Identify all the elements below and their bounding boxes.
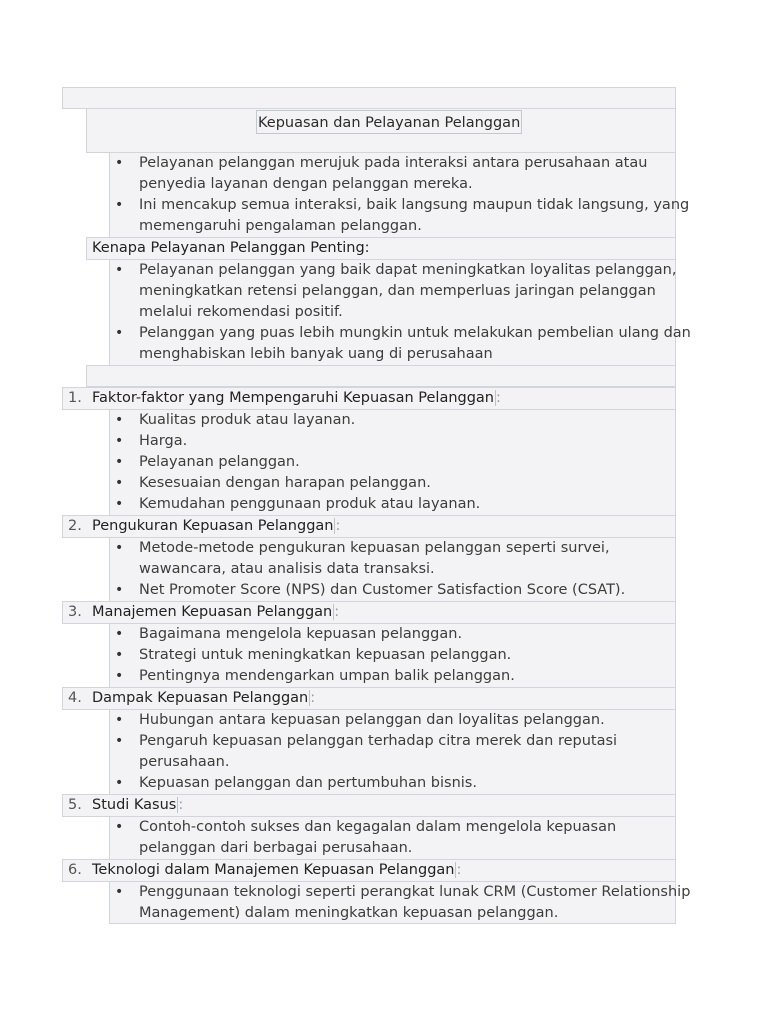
section-2-heading (92, 516, 340, 537)
list-item: • Pengaruh kepuasan pelanggan terhadap citra merek dan reputasi perusahaan. (112, 731, 617, 773)
section-4-bullet-list (112, 710, 617, 794)
list-item: • Harga. (112, 431, 480, 452)
list-item: • Pentingnya mendengarkan umpan balik pelanggan. (112, 666, 515, 687)
section-5-number: 5. (68, 797, 82, 813)
list-item: • Kepuasan pelanggan dan pertumbuhan bisnis. (112, 773, 617, 794)
section-heading-text: Faktor-faktor yang Mempengaruhi Kepuasan Pelanggan (92, 390, 494, 406)
list-item: • Pelayanan pelanggan yang baik dapat meningkatkan loyalitas pelanggan, meningkatkan retensi pelanggan, dan memperluas jaringan pelanggan melalui rekomendasi positif. (112, 260, 691, 323)
heading-colon: : (335, 518, 341, 534)
list-item: • Pelayanan pelanggan. (112, 452, 480, 473)
heading-colon: : (456, 862, 462, 878)
list-item: • Strategi untuk meningkatkan kepuasan pelanggan. (112, 645, 515, 666)
importance-heading (92, 238, 370, 259)
importance-bullet-list (112, 260, 691, 365)
list-item: • Penggunaan teknologi seperti perangkat lunak CRM (Customer Relationship Management) dalam meningkatkan kepuasan pelanggan. (112, 882, 690, 924)
list-item: • Metode-metode pengukuran kepuasan pelanggan seperti survei, wawancara, atau analisis data transaksi. (112, 538, 625, 580)
section-1-bullet-list (112, 410, 480, 515)
heading-colon: : (178, 797, 184, 813)
importance-heading-text: Kenapa Pelayanan Pelanggan Penting: (92, 240, 370, 256)
list-item: • Bagaimana mengelola kepuasan pelanggan. (112, 624, 515, 645)
section-3-bullet-list (112, 624, 515, 687)
section-heading-text: Teknologi dalam Manajemen Kepuasan Pelanggan (92, 862, 455, 878)
section-5-bullet-list (112, 817, 616, 859)
list-item: • Ini mencakup semua interaksi, baik langsung maupun tidak langsung, yang memengaruhi pengalaman pelanggan. (112, 195, 689, 237)
section-heading-text: Manajemen Kepuasan Pelanggan (92, 604, 333, 620)
list-item: • Contoh-contoh sukses dan kegagalan dalam mengelola kepuasan pelanggan dari berbagai perusahaan. (112, 817, 616, 859)
list-item: • Pelanggan yang puas lebih mungkin untuk melakukan pembelian ulang dan menghabiskan lebih banyak uang di perusahaan (112, 323, 691, 365)
document-title: Kepuasan dan Pelayanan Pelanggan (256, 110, 522, 134)
list-item: • Net Promoter Score (NPS) dan Customer Satisfaction Score (CSAT). (112, 580, 625, 601)
section-1-heading (92, 388, 501, 409)
list-item: • Kesesuaian dengan harapan pelanggan. (112, 473, 480, 494)
list-item: • Pelayanan pelanggan merujuk pada interaksi antara perusahaan atau penyedia layanan dengan pelanggan mereka. (112, 153, 689, 195)
section-6-number: 6. (68, 862, 82, 878)
section-heading-text: Studi Kasus (92, 797, 177, 813)
section-3-heading (92, 602, 339, 623)
section-4-number: 4. (68, 690, 82, 706)
heading-colon: : (310, 690, 316, 706)
section-2-bullet-list (112, 538, 625, 601)
section-heading-text: Pengukuran Kepuasan Pelanggan (92, 518, 334, 534)
list-item: • Kemudahan penggunaan produk atau layanan. (112, 494, 480, 515)
heading-colon: : (334, 604, 340, 620)
section-6-bullet-list (112, 882, 690, 924)
section-heading-text: Dampak Kepuasan Pelanggan (92, 690, 309, 706)
section-6-heading (92, 860, 461, 881)
section-3-number: 3. (68, 604, 82, 620)
section-1-number: 1. (68, 390, 82, 406)
section-4-heading (92, 688, 315, 709)
list-item: • Hubungan antara kepuasan pelanggan dan loyalitas pelanggan. (112, 710, 617, 731)
section-5-heading (92, 795, 183, 816)
top-band (62, 87, 676, 109)
heading-colon: : (496, 390, 501, 406)
list-item: • Kualitas produk atau layanan. (112, 410, 480, 431)
spacer-band (86, 365, 676, 387)
intro-bullet-list (112, 153, 689, 237)
section-2-number: 2. (68, 518, 82, 534)
